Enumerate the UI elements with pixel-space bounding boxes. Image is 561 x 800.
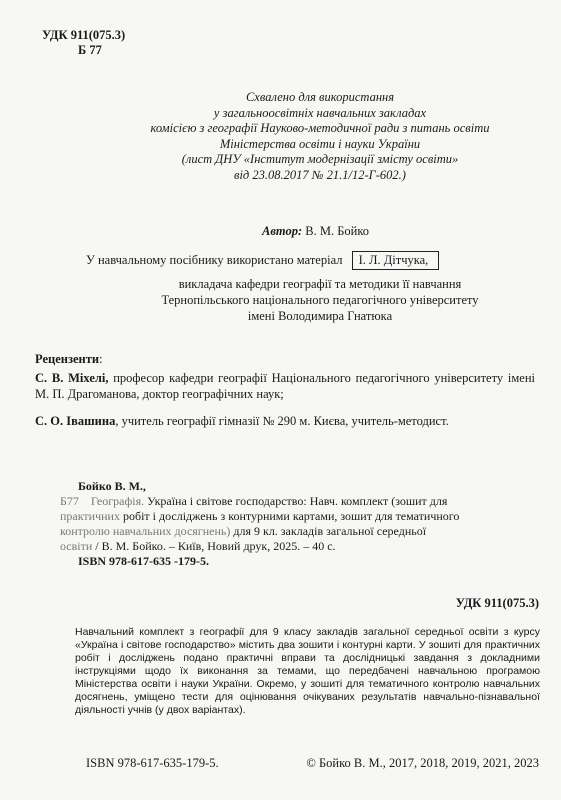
approval-line: Схвалено для використання <box>245 90 395 104</box>
author-label: Автор: <box>262 224 303 238</box>
reviewers-title <box>35 352 103 367</box>
biblio-text: / В. М. Бойко. – Київ, Новий друк, 2025. – 40 с. <box>92 539 336 553</box>
udk-code-right: УДК 911(075.3) <box>455 596 539 610</box>
author-mark-code: Б 77 <box>78 43 102 57</box>
bibliographic-record <box>60 479 540 569</box>
approval-line: у загальноосвітніх навчальних закладах <box>213 105 427 120</box>
footer-copyright: © Бойко В. М., 2017, 2018, 2019, 2021, 2023 <box>306 756 539 770</box>
reviewer-1-text: професор кафедри географії Національного педагогічного університету імені М. П. Драгоманова, доктор географічних наук; <box>35 371 535 401</box>
teacher-affiliation <box>95 276 545 324</box>
biblio-isbn: ISBN 978-617-635 -179-5. <box>78 554 209 568</box>
annotation-paragraph: Навчальний комплект з географії для 9 класу закладів загальної середньої освіти з курсу «Україна і світове господарство» містить два зошити і контурні карти. У зошиті для практичних робіт і досліджень подано практичні вправи та дослідницькі завдання з докладними інструкціями щодо їх виконання за темами, що передбачені навчальною програмою Міністерства освіти і науки України. Окремо, у зошиті для тематичного контролю навчальних досягнень, уміщено тести для оцінювання очікуваних результатів навчально-пізнавальної діяльності учнів (у двох варіантах). <box>75 626 540 716</box>
reviewers-colon: : <box>99 352 103 366</box>
approval-line: комісією з географії Науково-методичної ради з питань освіти <box>150 121 490 135</box>
reviewers-title-text: Рецензенти <box>35 352 100 366</box>
biblio-line <box>60 539 540 554</box>
reviewer-2 <box>35 414 449 429</box>
material-author-box: І. Л. Дітчука, <box>352 251 440 270</box>
affiliation-line: імені Володимира Гнатюка <box>247 309 393 323</box>
biblio-line <box>60 509 540 524</box>
udk-code: УДК 911(075.3) <box>42 28 126 42</box>
affiliation-line: викладача кафедри географії та методики її навчання <box>178 277 462 291</box>
author-line <box>262 224 369 239</box>
biblio-faded-text: практичних <box>60 509 120 523</box>
biblio-faded-text: освіти <box>60 539 93 553</box>
biblio-faded-text: контролю навчальних досягнень) <box>60 524 231 538</box>
biblio-code: Б77 <box>60 494 79 508</box>
approval-line: Міністерства освіти і науки України <box>219 136 421 151</box>
reviewer-1-name: С. В. Міхелі, <box>35 371 109 385</box>
approval-line: (лист ДНУ «Інститут модернізації змісту освіти» <box>181 152 459 166</box>
material-used-line <box>86 251 439 270</box>
reviewer-1 <box>35 370 535 402</box>
biblio-text: робіт і досліджень з контурними картами, зошит для тематичного <box>119 509 460 523</box>
biblio-faded-text: Географія. <box>90 494 145 508</box>
biblio-author: Бойко В. М., <box>78 479 146 493</box>
biblio-text: для 9 кл. закладів загальної середньої <box>230 524 427 538</box>
reviewer-2-name: С. О. Івашина <box>35 414 116 428</box>
udk-header <box>42 28 125 58</box>
material-used-text: У навчальному посібнику використано матеріал <box>86 253 343 267</box>
approval-line: від 23.08.2017 № 21.1/12-Г-602.) <box>234 167 406 182</box>
footer-isbn: ISBN 978-617-635-179-5. <box>86 756 219 770</box>
approval-block <box>90 90 550 183</box>
biblio-line <box>60 524 540 539</box>
biblio-text: Україна і світове господарство: Навч. комплект (зошит для <box>144 494 448 508</box>
author-name: В. М. Бойко <box>305 224 370 238</box>
reviewer-2-text: , учитель географії гімназії № 290 м. Києва, учитель-методист. <box>115 414 449 428</box>
biblio-line <box>60 494 540 509</box>
affiliation-line: Тернопільського національного педагогічного університету <box>161 293 479 307</box>
